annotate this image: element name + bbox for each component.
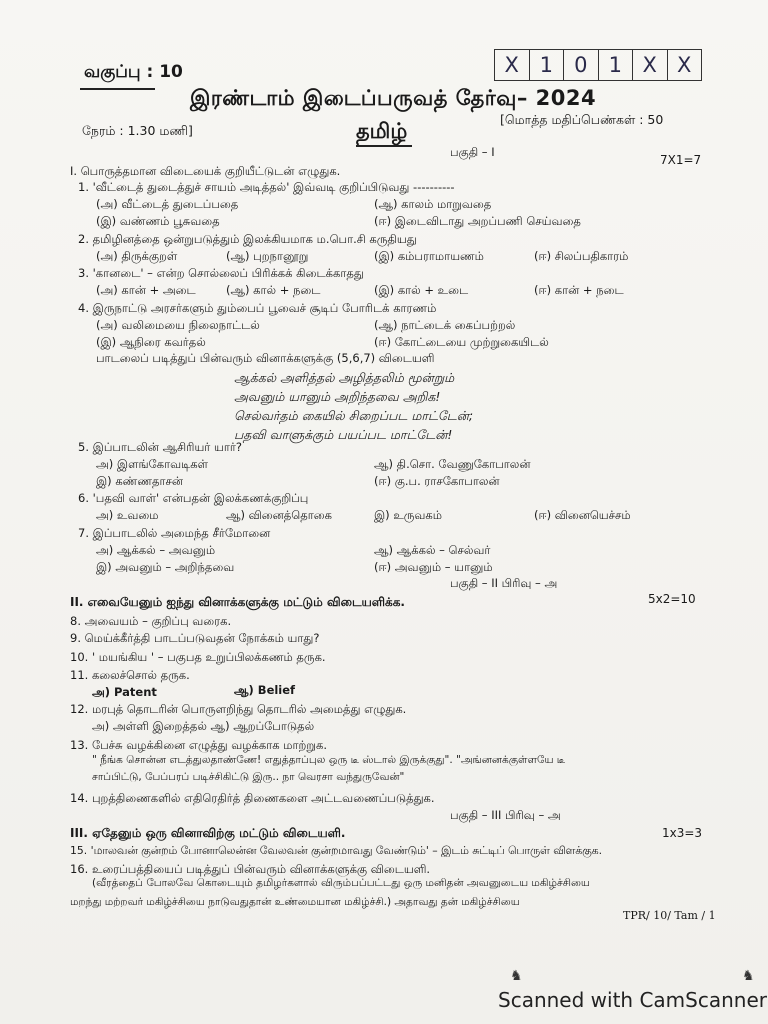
poem-line: அவனும் யானும் அறிந்தவை அறிக! <box>234 389 441 404</box>
question-8: 8. அவையம் – குறிப்பு வரைக. <box>70 614 232 628</box>
q13-dialogue: " நீங்க சொன்ன எடத்துலதாண்ணே! எதுத்தாப்புல ஒரு டீ ஸ்டால் இருக்குது". "அங்னனக்குள்ளயே டீ <box>92 754 566 766</box>
question-1: 1. 'வீட்டைத் துடைத்துச் சாயம் அடித்தல்' இவ்வடி குறிப்பிடுவது ---------- <box>78 180 455 194</box>
poem-intro: பாடலைப் படித்துப் பின்வரும் வினாக்களுக்கு (5,6,7) விடையளி <box>96 351 435 365</box>
scanner-logo-icon: ♞ <box>742 968 755 984</box>
code-cell: X <box>633 50 668 80</box>
code-cell: 1 <box>599 50 634 80</box>
paper-code-box <box>494 49 702 81</box>
part1-instruction: I. பொருத்தமான விடையைக் குறியீட்டுடன் எழுதுக. <box>70 164 341 178</box>
q5-option-a: அ) இளங்கோவடிகள் <box>96 457 208 471</box>
part1-heading: பகுதி – I <box>450 145 495 159</box>
part2-instruction: II. எவையேனும் ஐந்து வினாக்களுக்கு மட்டும் விடையளிக்க. <box>70 595 405 609</box>
q3-option-c: (இ) கால் + உடை <box>374 283 469 297</box>
q11-option-a: அ) Patent <box>92 685 157 699</box>
code-cell: X <box>495 50 530 80</box>
part2-scheme: 5x2=10 <box>648 592 696 606</box>
q5-option-c: இ) கண்ணதாசன் <box>96 474 183 488</box>
exam-title: இரண்டாம் இடைப்பருவத் தேர்வு– 2024 <box>190 86 597 110</box>
part3-heading: பகுதி – III பிரிவு – அ <box>450 808 561 822</box>
code-cell: 0 <box>564 50 599 80</box>
q1-option-b: (ஆ) காலம் மாறுவதை <box>374 197 492 211</box>
q2-option-b: (ஆ) புறநானூறு <box>226 249 309 263</box>
q11-option-b: ஆ) Belief <box>234 683 296 697</box>
exam-time: நேரம் : 1.30 மணி] <box>82 123 193 138</box>
q7-option-c: இ) அவனும் – அறிந்தவை <box>96 560 235 574</box>
passage-line: (வீரத்தைப் போலவே கொடையும் தமிழர்களால் விரும்பப்பட்டது ஒரு மனிதன் அவனுடைய மகிழ்ச்சியை <box>92 877 590 889</box>
total-marks: [மொத்த மதிப்பெண்கள் : 50 <box>500 112 664 127</box>
q4-option-d: (ஈ) கோட்டையை முற்றுகையிடல் <box>374 335 549 349</box>
q1-option-d: (ஈ) இடைவிடாது அறப்பணி செய்வதை <box>374 214 581 228</box>
part3-scheme: 1x3=3 <box>662 826 703 840</box>
q1-option-a: (அ) வீட்டைத் துடைப்பதை <box>96 197 239 211</box>
q4-option-c: (இ) ஆநிரை கவர்தல் <box>96 335 206 349</box>
q6-option-a: அ) உவமை <box>96 508 159 522</box>
question-6: 6. 'பதவி வாள்' என்பதன் இலக்கணக்குறிப்பு <box>78 491 309 505</box>
part2-heading: பகுதி – II பிரிவு – அ <box>450 576 558 590</box>
q3-option-b: (ஆ) கால் + நடை <box>226 283 321 297</box>
subject-underline <box>356 145 412 147</box>
q2-option-d: (ஈ) சிலப்பதிகாரம் <box>534 249 629 263</box>
poem-line: பதவி வாளுக்கும் பயப்பட மாட்டேன்! <box>234 427 453 442</box>
q5-option-d: (ஈ) கு.ப. ராசகோபாலன் <box>374 474 500 488</box>
question-12: 12. மரபுத் தொடரின் பொருளறிந்து தொடரில் அமைத்து எழுதுக. <box>70 702 407 716</box>
question-16: 16. உரைப்பத்தியைப் படித்துப் பின்வரும் வினாக்களுக்கு விடையளி. <box>70 862 431 876</box>
camscanner-watermark: Scanned with CamScanner <box>498 988 767 1012</box>
question-2: 2. தமிழினத்தை ஒன்றுபடுத்தும் இலக்கியமாக ம.பொ.சி கருதியது <box>78 232 417 246</box>
scanner-logo-icon: ♞ <box>510 968 523 984</box>
grade-underline <box>80 88 155 90</box>
question-3: 3. 'கானடை' – என்ற சொல்லைப் பிரிக்கக் கிடைக்காதது <box>78 266 364 280</box>
q5-option-b: ஆ) தி.சொ. வேணுகோபாலன் <box>374 457 531 471</box>
code-cell: 1 <box>530 50 565 80</box>
q2-option-a: (அ) திருக்குறள் <box>96 249 178 263</box>
subject-title: தமிழ் <box>356 119 408 143</box>
q7-option-a: அ) ஆக்கல் – அவனும் <box>96 543 216 557</box>
q4-option-b: (ஆ) நாட்டைக் கைப்பற்றல் <box>374 318 516 332</box>
question-13: 13. பேச்சு வழக்கினை எழுத்து வழக்காக மாற்றுக. <box>70 738 328 752</box>
passage-line: மறந்து மற்றவர் மகிழ்ச்சியை நாடுவதுதான் உண்மையான மகிழ்ச்சி.) அதாவது தன் மகிழ்ச்சியை <box>70 896 520 908</box>
q3-option-d: (ஈ) கான் + நடை <box>534 283 624 297</box>
part3-instruction: III. ஏதேனும் ஒரு வினாவிற்கு மட்டும் விடையளி. <box>70 826 346 840</box>
question-11: 11. கலைச்சொல் தருக. <box>70 668 190 682</box>
poem-line: செல்வர்தம் கையில் சிறைப்பட மாட்டேன்; <box>234 408 474 423</box>
q6-option-c: இ) உருவகம் <box>374 508 443 522</box>
q1-option-c: (இ) வண்ணம் பூசுவதை <box>96 214 220 228</box>
question-7: 7. இப்பாடலில் அமைந்த சீர்மோனை <box>78 526 271 540</box>
page-code: TPR/ 10/ Tam / 1 <box>623 909 716 922</box>
code-cell: X <box>677 53 692 77</box>
q6-option-d: (ஈ) வினையெச்சம் <box>534 508 631 522</box>
question-5: 5. இப்பாடலின் ஆசிரியர் யார்? <box>78 440 242 454</box>
q3-option-a: (அ) கான் + அடை <box>96 283 196 297</box>
q7-option-b: ஆ) ஆக்கல் – செல்வர் <box>374 543 491 557</box>
q6-option-b: ஆ) வினைத்தொகை <box>226 508 332 522</box>
q4-option-a: (அ) வலிமையை நிலைநாட்டல் <box>96 318 260 332</box>
question-10: 10. ' மயங்கிய ' – பகுபத உறுப்பிலக்கணம் தருக. <box>70 650 326 664</box>
question-9: 9. மெய்க்கீர்த்தி பாடப்படுவதன் நோக்கம் யாது? <box>70 631 320 645</box>
poem-line: ஆக்கல் அளித்தல் அழித்தலிம் மூன்றும் <box>234 370 455 385</box>
q2-option-c: (இ) கம்பராமாயணம் <box>374 249 484 263</box>
grade-label: வகுப்பு : 10 <box>84 62 183 82</box>
question-14: 14. புறத்திணைகளில் எதிரெதிர்த் திணைகளை அட்டவணைப்படுத்துக. <box>70 791 435 805</box>
question-4: 4. இருநாட்டு அரசர்களும் தும்பைப் பூவைச் சூடிப் போரிடக் காரணம் <box>78 301 437 315</box>
q12-options: அ) அள்ளி இறைத்தல் ஆ) ஆறப்போடுதல் <box>92 719 315 733</box>
part1-scheme: 7X1=7 <box>660 153 702 167</box>
q7-option-d: (ஈ) அவனும் – யானும் <box>374 560 493 574</box>
question-15: 15. 'மாலவன் குன்றம் போனாலென்ன வேலவன் குன்றமாவது வேண்டும்' – இடம் சுட்டிப் பொருள் விளக்குக. <box>70 844 603 857</box>
q13-dialogue: சாப்பிட்டு, பேப்பரப் படிச்சிகிட்டு இரு.. நா வெரசா வந்துருவேன்" <box>92 771 405 783</box>
